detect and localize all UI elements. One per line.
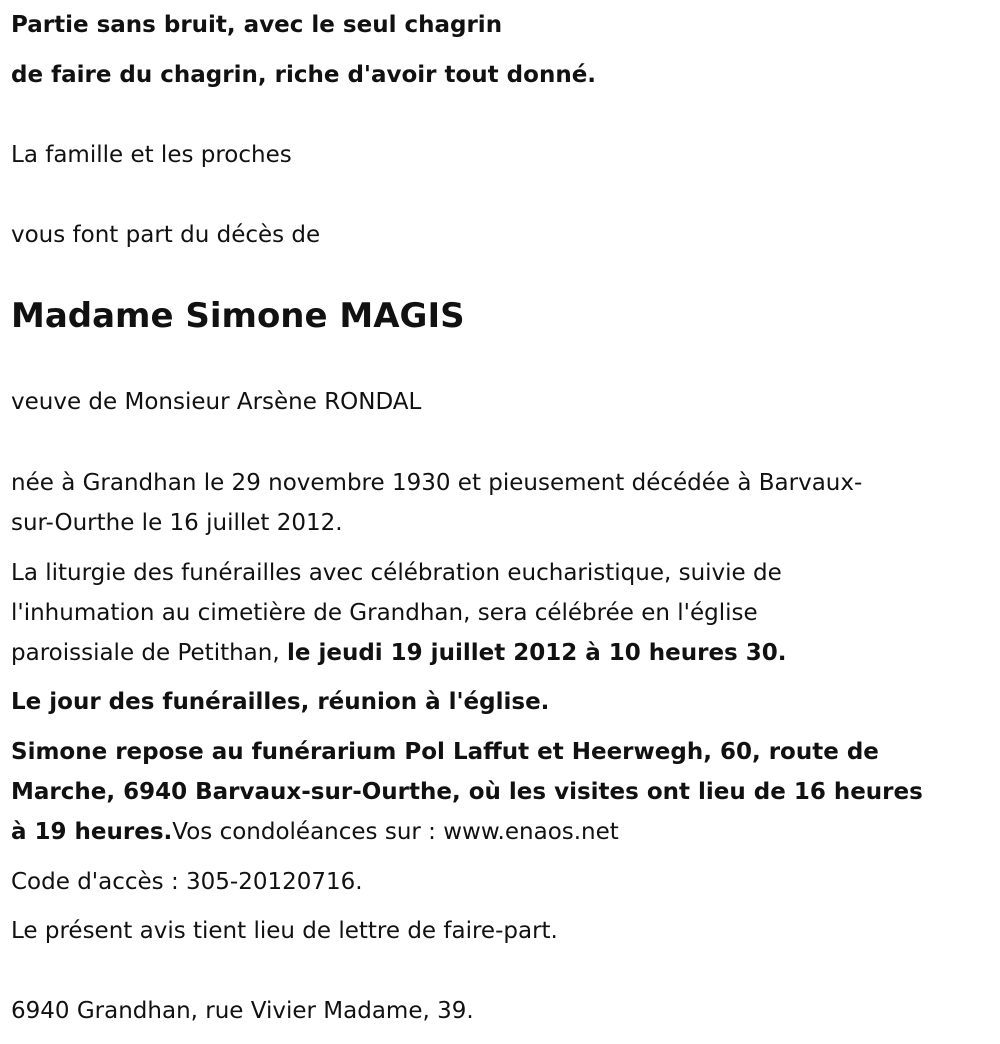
funeral-date-time: le jeudi 19 juillet 2012 à 10 heures 30. — [286, 640, 787, 666]
notice-text: Le présent avis tient lieu de lettre de faire-part. — [11, 918, 558, 944]
birth-death-line-1: née à Grandhan le 29 novembre 1930 et pieusement décédée à Barvaux- — [11, 470, 863, 496]
funeral-line-3 — [11, 633, 787, 673]
spouse-text: veuve de Monsieur Arsène RONDAL — [11, 389, 422, 415]
epitaph-line-1: Partie sans bruit, avec le seul chagrin — [11, 12, 503, 38]
announcer-text: La famille et les proches — [11, 142, 292, 168]
funeral-line-2: l'inhumation au cimetière de Grandhan, sera célébrée en l'église — [11, 600, 758, 626]
deceased-name: Madame Simone MAGIS — [11, 296, 465, 336]
epitaph-line-2: de faire du chagrin, riche d'avoir tout donné. — [11, 62, 597, 88]
meeting-text: Le jour des funérailles, réunion à l'église. — [11, 689, 550, 715]
address-text: 6940 Grandhan, rue Vivier Madame, 39. — [11, 998, 474, 1024]
condolences-text: Vos condoléances sur : www.enaos.net — [172, 819, 619, 845]
funeral-location-text: paroissiale de Petithan, — [11, 640, 287, 666]
visitation-line-1: Simone repose au funérarium Pol Laffut et Heerwegh, 60, route de — [11, 739, 879, 765]
access-code: Code d'accès : 305-20120716. — [11, 869, 363, 895]
birth-death-line-2: sur-Ourthe le 16 juillet 2012. — [11, 510, 343, 536]
visitation-end-time: à 19 heures. — [11, 819, 173, 845]
visitation-line-2: Marche, 6940 Barvaux-sur-Ourthe, où les visites ont lieu de 16 heures — [11, 779, 923, 805]
intro-text: vous font part du décès de — [11, 222, 321, 248]
visitation-line-3 — [11, 812, 619, 852]
funeral-line-1: La liturgie des funérailles avec célébration eucharistique, suivie de — [11, 560, 782, 586]
